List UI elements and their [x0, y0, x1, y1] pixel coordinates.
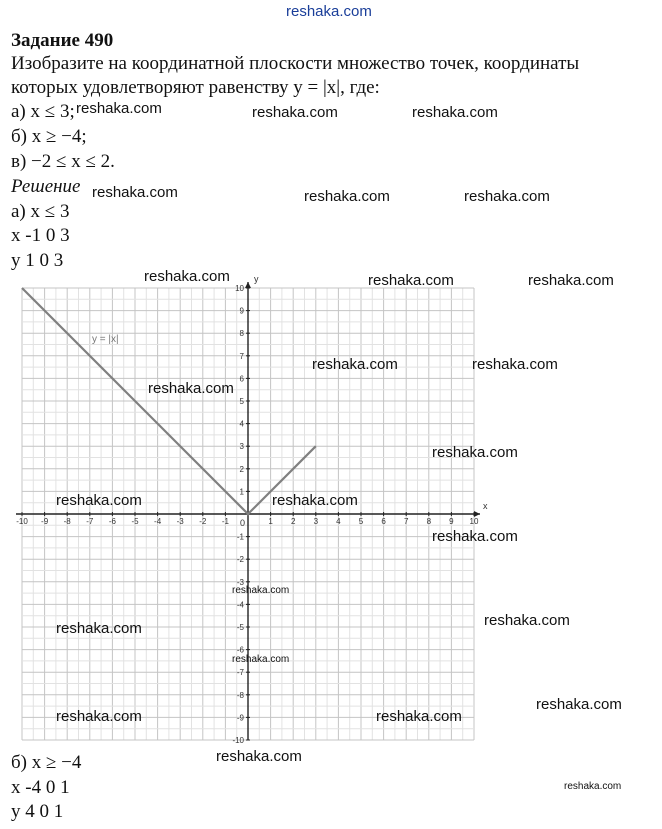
x-tick-label: 4 — [336, 517, 341, 526]
x-tick-label: -3 — [176, 517, 184, 526]
y-tick-label: 2 — [239, 464, 244, 474]
x-tick-label: 1 — [268, 517, 273, 526]
watermark: reshaka.com — [56, 708, 142, 725]
y-tick-label: -8 — [236, 690, 244, 700]
part-a-condition: а) x ≤ 3 — [11, 201, 70, 222]
watermark: reshaka.com — [216, 748, 302, 765]
task-item-c: в) −2 ≤ x ≤ 2. — [11, 151, 115, 172]
y-axis-label: y — [254, 274, 259, 284]
site-header[interactable]: reshaka.com — [286, 3, 372, 20]
x-tick-label: 8 — [426, 517, 432, 526]
watermark: reshaka.com — [232, 654, 290, 665]
part-a-y-row: y 1 0 3 — [11, 250, 64, 271]
watermark: reshaka.com — [368, 272, 454, 289]
x-tick-label: -2 — [199, 517, 207, 526]
y-tick-label: 10 — [235, 284, 244, 293]
x-tick-label: -5 — [131, 517, 139, 526]
y-tick-label: -1 — [236, 532, 244, 542]
watermark: reshaka.com — [536, 696, 622, 713]
y-tick-label: -2 — [236, 555, 244, 565]
x-tick-label: -7 — [86, 517, 94, 526]
solution-heading: Решение — [11, 176, 81, 197]
x-tick-label: -1 — [221, 517, 229, 526]
watermark: reshaka.com — [56, 492, 142, 509]
y-tick-label: -10 — [232, 736, 244, 745]
y-tick-label: 5 — [239, 397, 244, 406]
watermark: reshaka.com — [304, 188, 390, 205]
x-tick-label: 3 — [313, 517, 319, 526]
watermark: reshaka.com — [144, 268, 230, 285]
y-tick-label: 7 — [239, 351, 244, 361]
part-b-condition: б) x ≥ −4 — [11, 752, 82, 773]
y-tick-label: -7 — [236, 668, 244, 678]
watermark: reshaka.com — [232, 585, 290, 596]
watermark: reshaka.com — [528, 272, 614, 289]
part-b-x-row: x -4 0 1 — [11, 777, 70, 798]
x-tick-label: 6 — [381, 517, 386, 526]
x-tick-label: -6 — [108, 517, 116, 526]
y-tick-label: 4 — [239, 419, 244, 429]
y-tick-label: -9 — [236, 713, 244, 723]
task-title: Задание 490 — [11, 30, 114, 51]
y-tick-label: -5 — [236, 623, 244, 632]
watermark: reshaka.com — [432, 444, 518, 461]
part-a-x-row: x -1 0 3 — [11, 225, 70, 246]
task-text-line2: которых удовлетворяют равенству y = |x|, где: — [11, 77, 380, 98]
watermark: reshaka.com — [76, 100, 162, 117]
watermark: reshaka.com — [272, 492, 358, 509]
watermark: reshaka.com — [252, 104, 338, 121]
x-tick-label: 9 — [449, 517, 454, 526]
x-tick-label: 10 — [469, 517, 479, 526]
y-tick-label: 3 — [239, 442, 244, 452]
y-tick-label: 8 — [239, 329, 244, 339]
y-tick-label: 9 — [239, 306, 244, 316]
watermark: reshaka.com — [472, 356, 558, 373]
x-tick-label: 5 — [358, 517, 364, 526]
watermark: reshaka.com — [56, 620, 142, 637]
y-tick-label: 6 — [239, 374, 244, 384]
watermark: reshaka.com — [484, 612, 570, 629]
x-tick-label: -4 — [154, 517, 162, 526]
x-tick-label: -8 — [63, 517, 71, 526]
y-tick-label: -3 — [236, 577, 244, 587]
x-tick-label: 7 — [403, 517, 409, 526]
task-text-line1: Изобразите на координатной плоскости множество точек, координаты — [11, 53, 580, 74]
watermark: reshaka.com — [432, 528, 518, 545]
watermark: reshaka.com — [412, 104, 498, 121]
y-tick-label: 1 — [239, 487, 244, 497]
watermark: reshaka.com — [376, 708, 462, 725]
task-item-b: б) x ≥ −4; — [11, 126, 87, 147]
watermark: reshaka.com — [92, 184, 178, 201]
x-tick-label: -10 — [16, 517, 28, 526]
watermark: reshaka.com — [312, 356, 398, 373]
y-tick-label: -6 — [236, 645, 244, 655]
watermark: reshaka.com — [564, 781, 622, 792]
watermark: reshaka.com — [148, 380, 234, 397]
origin-label: 0 — [240, 518, 246, 528]
x-axis-label: x — [483, 501, 488, 511]
x-tick-label: -9 — [41, 517, 49, 526]
x-tick-label: 2 — [290, 517, 296, 526]
part-b-y-row: y 4 0 1 — [11, 801, 64, 822]
task-item-a: а) x ≤ 3; — [11, 101, 75, 122]
series-annotation: y = |x| — [92, 334, 119, 345]
watermark: reshaka.com — [464, 188, 550, 205]
y-tick-label: -4 — [236, 600, 244, 610]
